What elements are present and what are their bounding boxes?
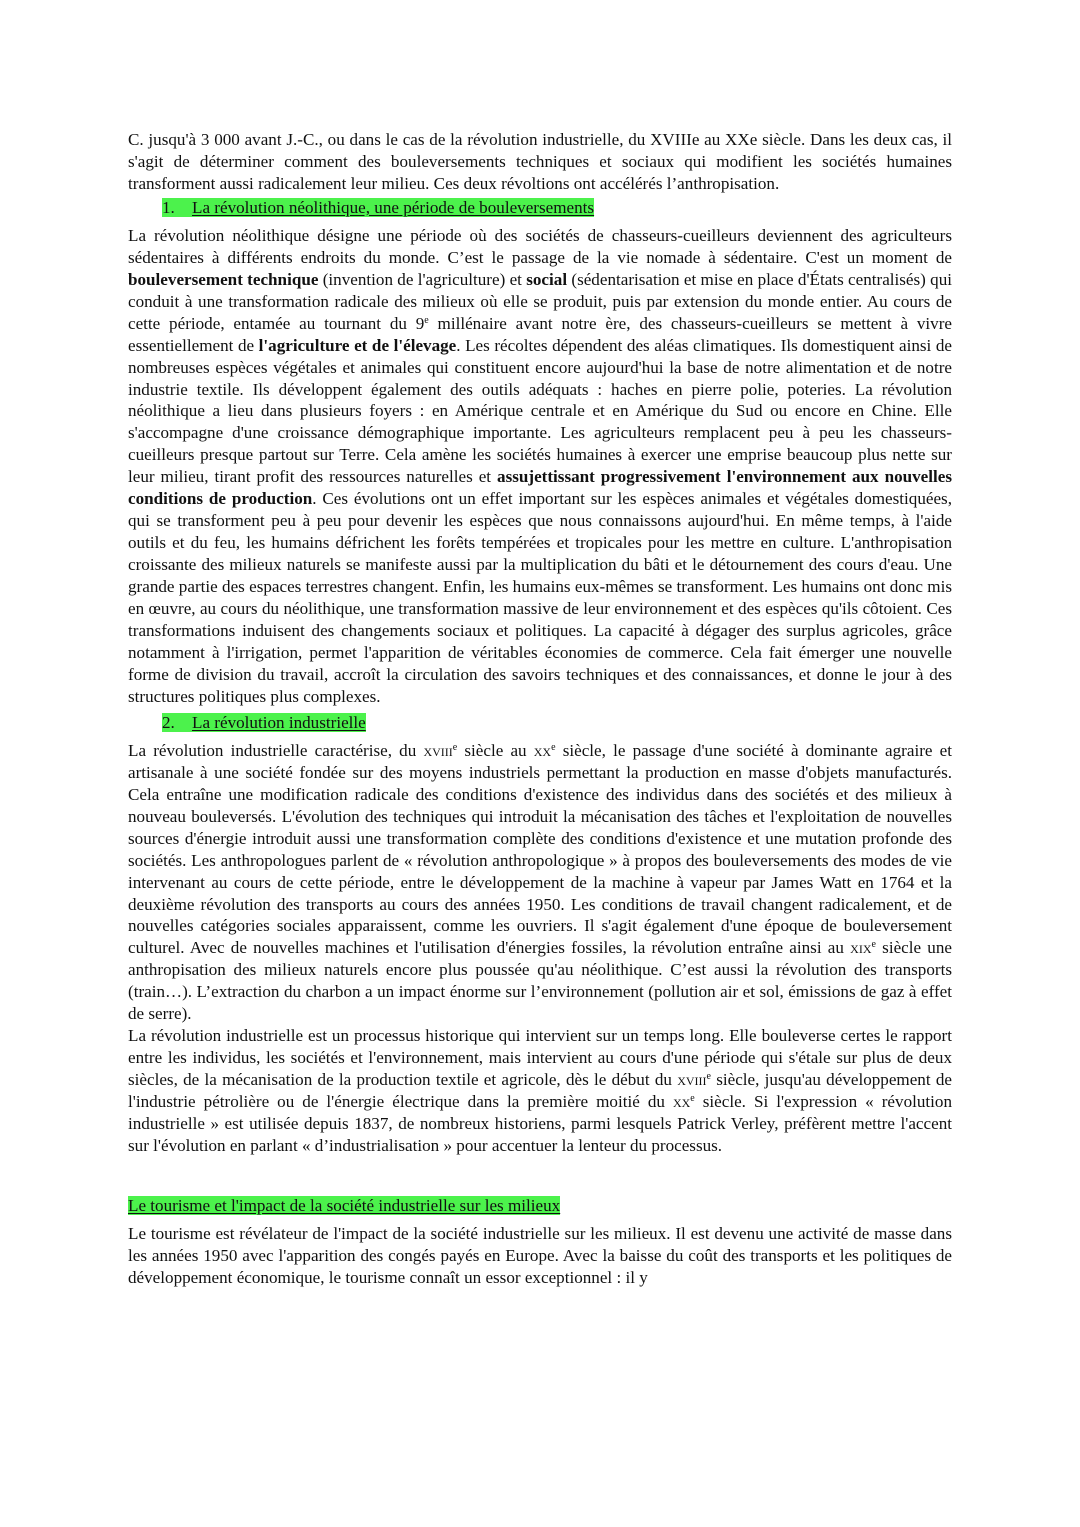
intro-paragraph: C. jusqu'à 3 000 avant J.-C., ou dans le cas de la révolution industrielle, du XVIIIe au XXe siècle. Dans les deux cas, il s'agit de déterminer comment des bouleversements techniques et sociaux qui modifient les sociétés humaines transforment aussi radicalement leur milieu. Ces deux révoltions ont accélérés l’anthropisation.: [128, 130, 952, 193]
superscript: e: [690, 1093, 695, 1105]
section-2-heading: [128, 712, 952, 734]
century-numeral: xviii: [423, 740, 453, 760]
section-3-paragraph: Le tourisme est révélateur de l'impact de la société industrielle sur les milieux. Il est devenu une activité de masse dans les années 1950 avec l'apparition des congés payés en Europe. Avec la baisse du coût des transports et les politiques de développement économique, le tourisme connaît un essor exceptionnel : il y: [128, 1223, 952, 1287]
section-3-heading: [128, 1195, 952, 1217]
section-2-number: 2.: [162, 712, 175, 732]
section-1-paragraph: [128, 225, 952, 708]
century-numeral: xviii: [677, 1070, 707, 1090]
text-run: . Ces évolutions ont un effet important sur les espèces animales et végétales domestiquées, qui se transforment peu à peu pour devenir les espèces que nous connaissons aujourd'hui. En même temps, à l'aide outils et du feu, les humains défrichent les forêts tempérées et tropicales pour les mettre en culture. L'anthropisation croissante des milieux naturels se manifeste aussi par la multiplication du bâti et le détournement des cours d'eau. Une grande partie des espaces terrestres changent. Enfin, les humains eux-mêmes se transforment. Les humains ont donc mis en œuvre, au cours du néolithique, une transformation massive de leur environnement et des espèces qu'ils côtoient. Ces transformations induisent des changements sociaux et politiques. La capacité à dégager des surplus agricoles, grâce notamment à l'irrigation, permet l'apparition de véritables économies de commerce. Cela fait émerger une nouvelle forme de division du travail, accroît la circulation des savoirs techniques et des connaissances, et donne le jour à des structures politiques plus complexes.: [128, 489, 952, 706]
text-run: siècle. Si l'expression « révolution industrielle » est utilisée depuis 1837, de nombreux historiens, parmi lesquels Patrick Verley, préfèrent mettre l'accent sur l'évolution en parlant « d’industrialisation » pour accentuer la lenteur du processus.: [128, 1092, 953, 1155]
superscript: e: [424, 314, 429, 326]
superscript: e: [706, 1071, 711, 1083]
section-3-title: Le tourisme et l'impact de la société industrielle sur les milieux: [128, 1195, 561, 1215]
text-run: siècle, le passage d'une société à dominante agraire et artisanale à une société fondée sur des moyens industriels permettant la production en masse d'objets manufacturés. Cela entraîne une modification radicale des conditions d'existence des individus dans des sociétés et des milieux à nouveau bouleversés. L'évolution des techniques qui introduit la mécanisation des tâches et l'exploitation de nouvelles sources d'énergie introduit aussi une transformation complète des conditions d'existence et une mutation profonde des sociétés. Les anthropologues parlent de « révolution anthropologique » à propos des bouleversements des modes de vie intervenant au cours de cette période, entre le développement de la machine à vapeur par James Watt en 1764 et la deuxième révolution des transports au cours des années 1950. Les conditions de travail changent radicalement, et de nouvelles catégories sociales apparaissent, comme les ouvriers. Il s'agit également d'une époque de bouleversement culturel. Avec de nouvelles machines et l'utilisation d'énergies fossiles, la révolution entraîne ainsi au: [128, 740, 952, 958]
section-2-paragraph-1: [128, 740, 952, 1025]
century-numeral: xix: [850, 938, 872, 958]
section-2-paragraph-2: [128, 1025, 952, 1157]
text-run: siècle, jusqu'au développement de l'industrie pétrolière ou de l'énergie électrique dans la première moitié du: [128, 1070, 952, 1112]
text-run: La révolution industrielle est un processus historique qui intervient sur un temps long. Elle bouleverse certes le rapport entre les individus, les sociétés et l'environnement, mais intervient au cours d'une période qui s'étale sur plus de deux siècles, de la mécanisation de la production textile et agricole, dès le début du: [128, 1026, 952, 1090]
century-numeral: xx: [533, 740, 552, 760]
section-1-heading: [128, 197, 952, 219]
superscript: e: [551, 741, 556, 753]
text-run: (invention de l'agriculture) et: [318, 269, 527, 289]
superscript: e: [871, 939, 876, 951]
bold-run: l'agriculture et de l'élevage: [258, 335, 457, 355]
century-numeral: xx: [672, 1092, 691, 1112]
document-page: [128, 129, 952, 1289]
section-1-number: 1.: [162, 197, 175, 217]
text-run: millénaire avant notre ère, des chasseurs-cueilleurs se mettent à vivre essentiellement de: [128, 313, 952, 355]
bold-run: bouleversement technique: [128, 269, 319, 289]
superscript: e: [452, 741, 458, 753]
text-run: La révolution néolithique désigne une période où des sociétés de chasseurs-cueilleurs deviennent des agriculteurs sédentaires à différents endroits du monde. C’est le passage de la vie nomade à sédentaire. C'est un moment de: [128, 225, 952, 267]
bold-run: assujettissant progressivement l'environnement aux nouvelles conditions de production: [128, 467, 952, 509]
text-run: (sédentarisation et mise en place d'États centralisés) qui conduit à une transformation radicale des milieux où elle se produit, puis par extension du monde entier. Au cours de cette période, entamée au tournant du 9: [128, 269, 953, 333]
text-run: . Les récoltes dépendent des aléas climatiques. Ils domestiquent ainsi de nombreuses espèces végétales et animales qui constituent encore aujourd'hui la base de notre alimentation et de notre industrie textile. Ils développent également des outils adéquats : haches en pierre polie, poteries. La révolution néolithique a lieu dans plusieurs foyers : en Amérique centrale et en Amérique du Sud ou encore en Chine. Elle s'accompagne d'une croissance démographique importante. Les agriculteurs remplacent peu à peu les chasseurs-cueilleurs presque partout sur Terre. Cela amène les sociétés humaines à exercer une emprise beaucoup plus nette sur leur milieu, tirant profit des ressources naturelles et: [128, 335, 952, 487]
section-2-highlight: [162, 713, 366, 732]
section-1-title: La révolution néolithique, une période de bouleversements: [192, 197, 595, 217]
text-run: siècle une anthropisation des milieux naturels encore plus poussée qu'au néolithique. C’est aussi la révolution des transports (train…). L’extraction du charbon a un impact énorme sur l’environnement (pollution air et sol, émissions de gaz à effet de serre).: [128, 938, 952, 1024]
text-run: siècle au: [457, 740, 534, 760]
text-run: La révolution industrielle caractérise, du: [128, 740, 424, 760]
section-2-title: La révolution industrielle: [192, 712, 366, 732]
section-1-highlight: [162, 198, 594, 217]
bold-run: social: [526, 269, 568, 289]
